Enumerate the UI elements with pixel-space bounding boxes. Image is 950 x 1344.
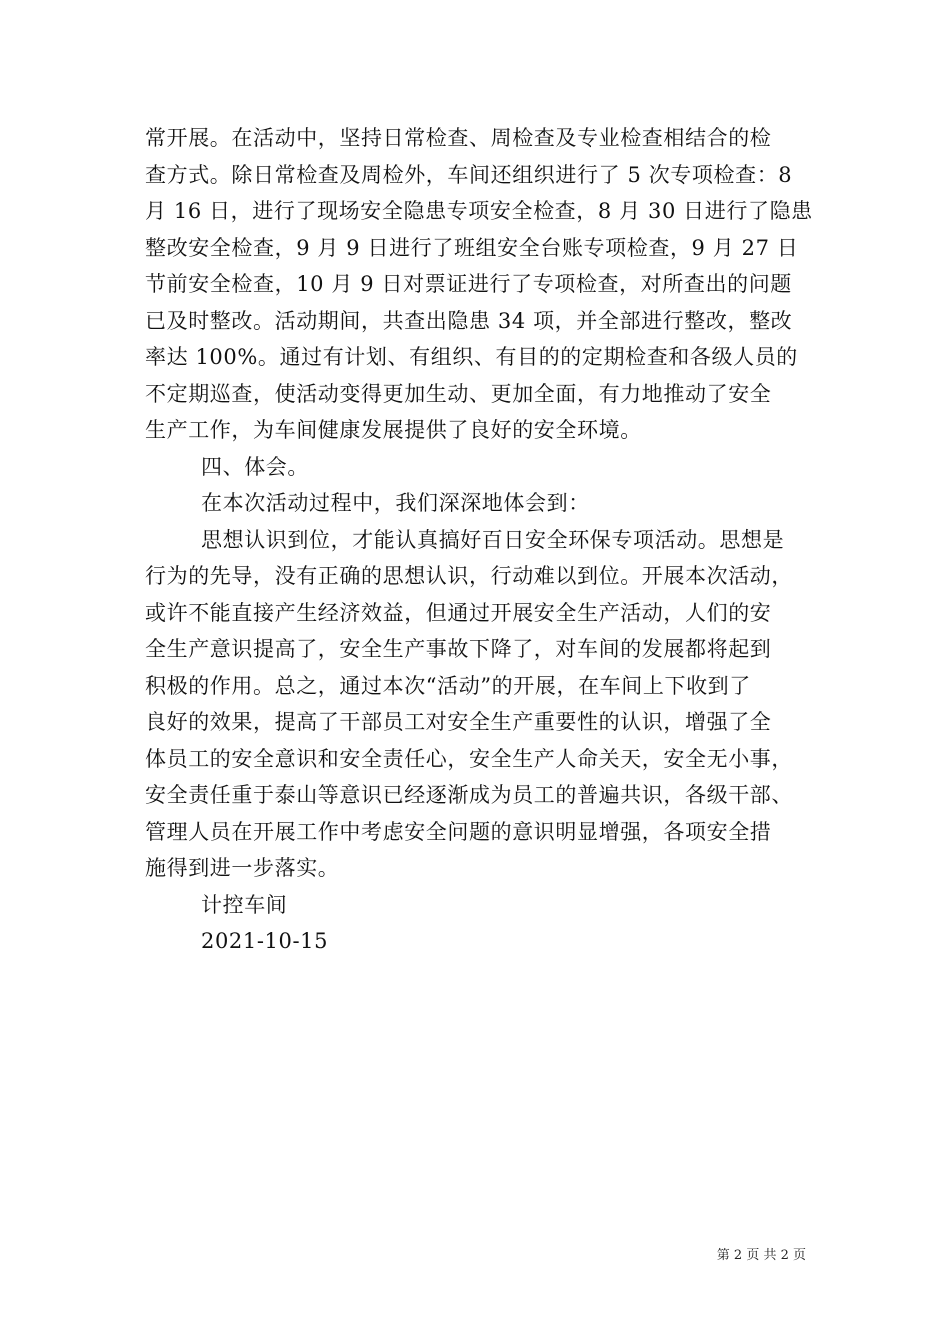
text-line: 行为的先导，没有正确的思想认识，行动难以到位。开展本次活动， — [145, 564, 793, 588]
text-line: 2021-10-15 — [201, 929, 329, 953]
text-line: 率达 100%。通过有计划、有组织、有目的的定期检查和各级人员的 — [145, 345, 798, 369]
text-line: 管理人员在开展工作中考虑安全问题的意识明显增强，各项安全措 — [145, 819, 772, 844]
text-line: 积极的作用。总之，通过本次“活动”的开展，在车间上下收到了 — [145, 673, 751, 698]
text-line: 生产工作，为车间健康发展提供了良好的安全环境。 — [145, 418, 642, 442]
text-line: 四、体会。 — [201, 454, 309, 479]
text-line: 查方式。除日常检查及周检外，车间还组织进行了 5 次专项检查：8 — [145, 162, 793, 187]
text-line: 节前安全检查，10 月 9 日对票证进行了专项检查，对所查出的问题 — [145, 272, 792, 296]
text-line: 整改安全检查，9 月 9 日进行了班组安全台账专项检查，9 月 27 日 — [145, 235, 799, 260]
body-text — [145, 120, 813, 960]
text-line: 良好的效果，提高了干部员工对安全生产重要性的认识，增强了全 — [145, 710, 772, 734]
text-line: 常开展。在活动中，坚持日常检查、周检查及专业检查相结合的检 — [145, 126, 772, 150]
text-line: 已及时整改。活动期间，共查出隐患 34 项，并全部进行整改，整改 — [145, 308, 793, 333]
page-number-footer: 第 2 页 共 2 页 — [716, 1248, 806, 1263]
text-line: 计控车间 — [201, 892, 288, 917]
text-line: 月 16 日，进行了现场安全隐患专项安全检查，8 月 30 日进行了隐患 — [145, 199, 813, 223]
text-line: 体员工的安全意识和安全责任心，安全生产人命关天，安全无小事， — [145, 746, 793, 771]
text-line: 不定期巡查，使活动变得更加生动、更加全面，有力地推动了安全 — [145, 381, 772, 406]
text-line: 在本次活动过程中，我们深深地体会到： — [201, 491, 590, 515]
text-line: 全生产意识提高了，安全生产事故下降了，对车间的发展都将起到 — [145, 637, 772, 661]
text-line: 思想认识到位，才能认真搞好百日安全环保专项活动。思想是 — [201, 527, 785, 552]
text-line: 安全责任重于泰山等意识已经逐渐成为员工的普遍共识，各级干部、 — [145, 783, 793, 807]
text-line: 施得到进一步落实。 — [145, 856, 340, 880]
text-line: 或许不能直接产生经济效益，但通过开展安全生产活动，人们的安 — [145, 600, 772, 625]
